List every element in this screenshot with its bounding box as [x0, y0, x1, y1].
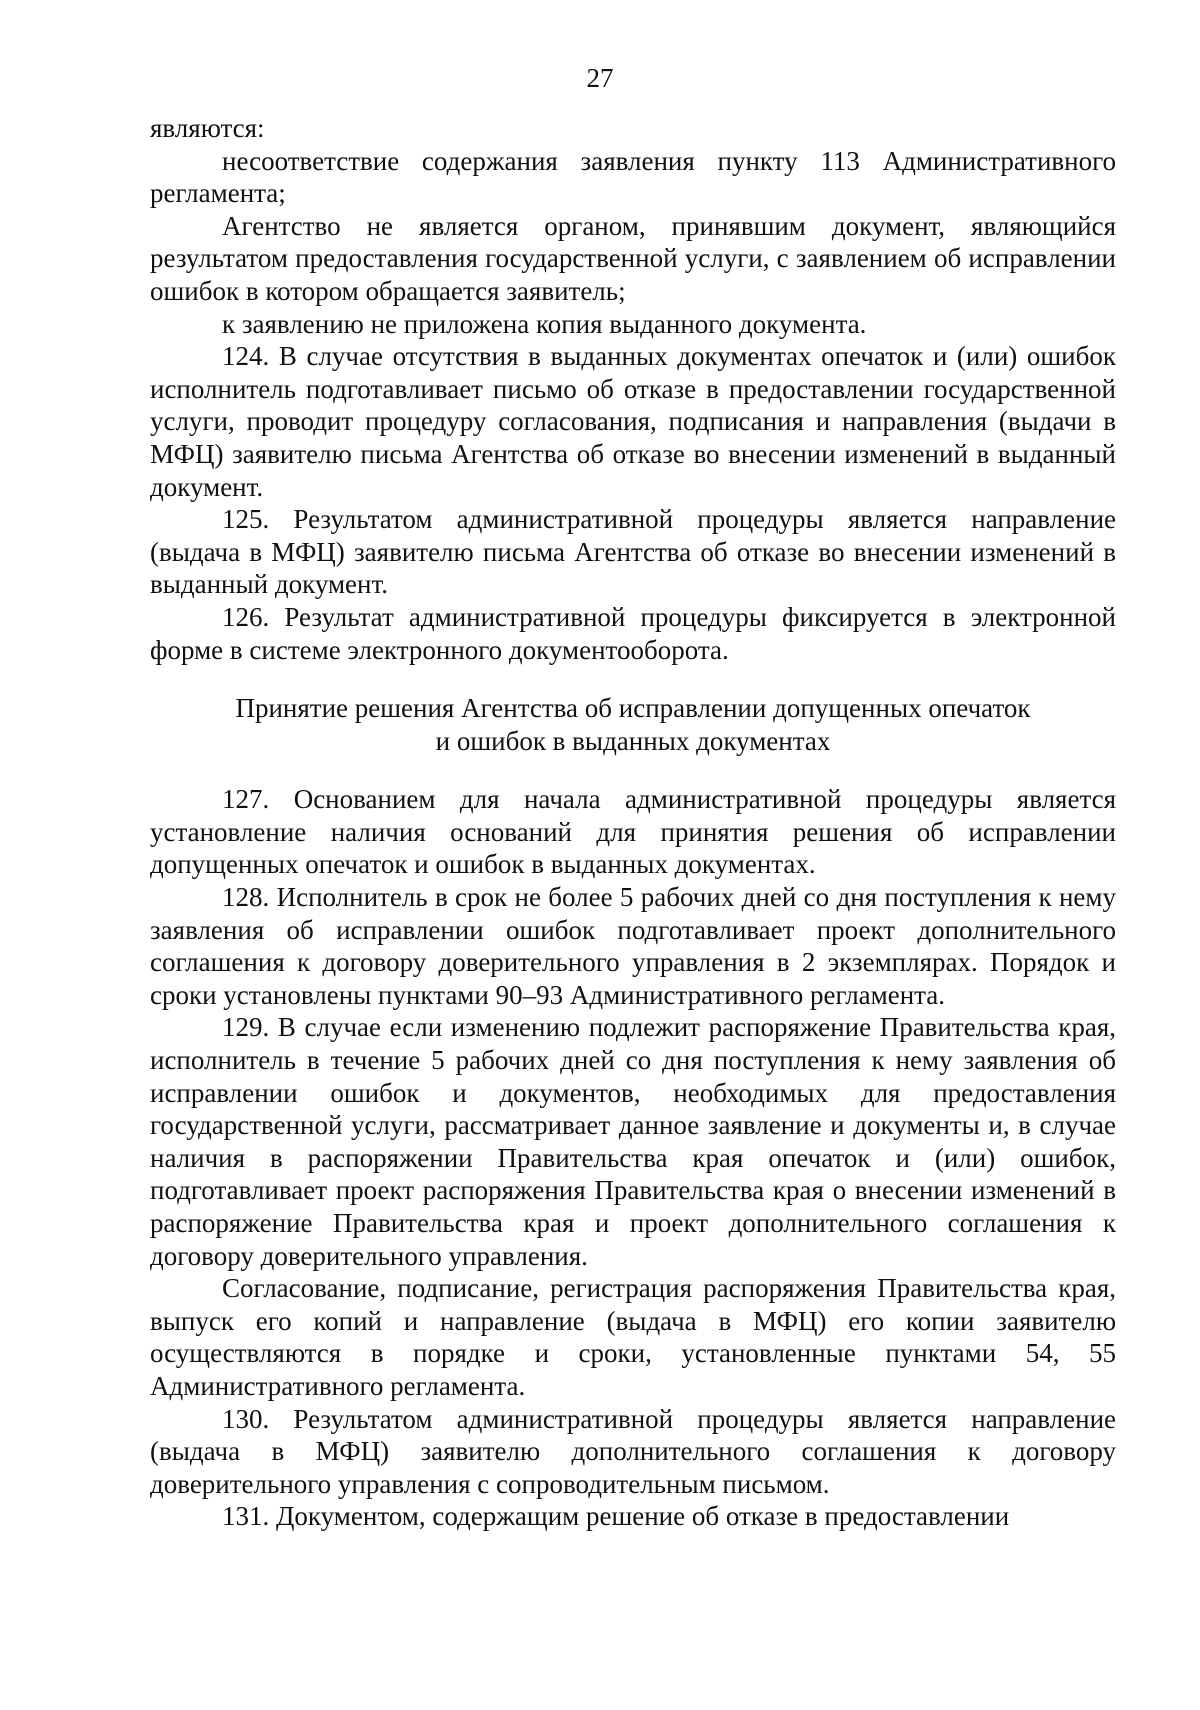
paragraph: к заявлению не приложена копия выданного документа. — [222, 308, 867, 339]
section-heading-line-2: и ошибок в выданных документах — [435, 725, 831, 756]
paragraph: Агентство не является органом, принявшим документ, являющийся результатом предоставления государственной услуги, с заявлением об исправлении ошибок в котором обращается заявитель; — [150, 210, 1116, 306]
paragraph: 129. В случае если изменению подлежит распоряжение Правительства края, исполнитель в течение 5 рабочих дней со дня поступления к нему заявления об исправлении ошибок и документов, необходимых для предоставления государственной услуги, рассматривает данное заявление и документы и, в случае наличия в распоряжении Правительства края опечаток и (или) ошибок, подготавливает проект распоряжения Правительства края о внесении изменений в распоряжение Правительства края и проект дополнительного соглашения к договору доверительного управления. — [150, 1012, 1116, 1271]
paragraph: 131. Документом, содержащим решение об отказе в предоставлении — [222, 1501, 1010, 1532]
paragraph: 130. Результатом административной процедуры является направление (выдача в МФЦ) заявителю дополнительного соглашения к договору доверительного управления с сопроводительным письмом. — [150, 1403, 1116, 1499]
paragraph: 126. Результат административной процедуры фиксируется в электронной форме в системе электронного документооборота. — [150, 601, 1116, 665]
paragraph: 125. Результатом административной процедуры является направление (выдача в МФЦ) заявителю письма Агентства об отказе во внесении изменений в выданный документ. — [150, 504, 1116, 600]
section-heading-line-1: Принятие решения Агентства об исправлении допущенных опечаток — [235, 693, 1031, 724]
paragraph: 124. В случае отсутствия в выданных документах опечаток и (или) ошибок исполнитель подготавливает письмо об отказе в предоставлении государственной услуги, проводит процедуру согласования, подписания и направления (выдачи в МФЦ) заявителю письма Агентства об отказе во внесении изменений в выданный документ. — [150, 341, 1116, 502]
page-number: 27 — [586, 63, 614, 93]
paragraph: 127. Основанием для начала административной процедуры является установление наличия оснований для принятия решения об исправлении допущенных опечаток и ошибок в выданных документах. — [150, 784, 1116, 880]
paragraph: Согласование, подписание, регистрация распоряжения Правительства края, выпуск его копий и направление (выдача в МФЦ) его копии заявителю осуществляются в порядке и сроки, установленные пунктами 54, 55 Административного регламента. — [150, 1273, 1116, 1401]
paragraphs-top — [150, 112, 1116, 666]
paragraph: несоответствие содержания заявления пункту 113 Административного регламента; — [150, 145, 1116, 209]
paragraphs-bottom — [150, 783, 1116, 1533]
paragraph: 128. Исполнитель в срок не более 5 рабочих дней со дня поступления к нему заявления об исправлении ошибок подготавливает проект дополнительного соглашения к договору доверительного управления в 2 экземплярах. Порядок и сроки установлены пунктами 90–93 Административного регламента. — [150, 882, 1116, 1010]
document-body — [150, 112, 1116, 1533]
paragraph: являются: — [150, 113, 265, 143]
section-heading — [150, 692, 1116, 757]
